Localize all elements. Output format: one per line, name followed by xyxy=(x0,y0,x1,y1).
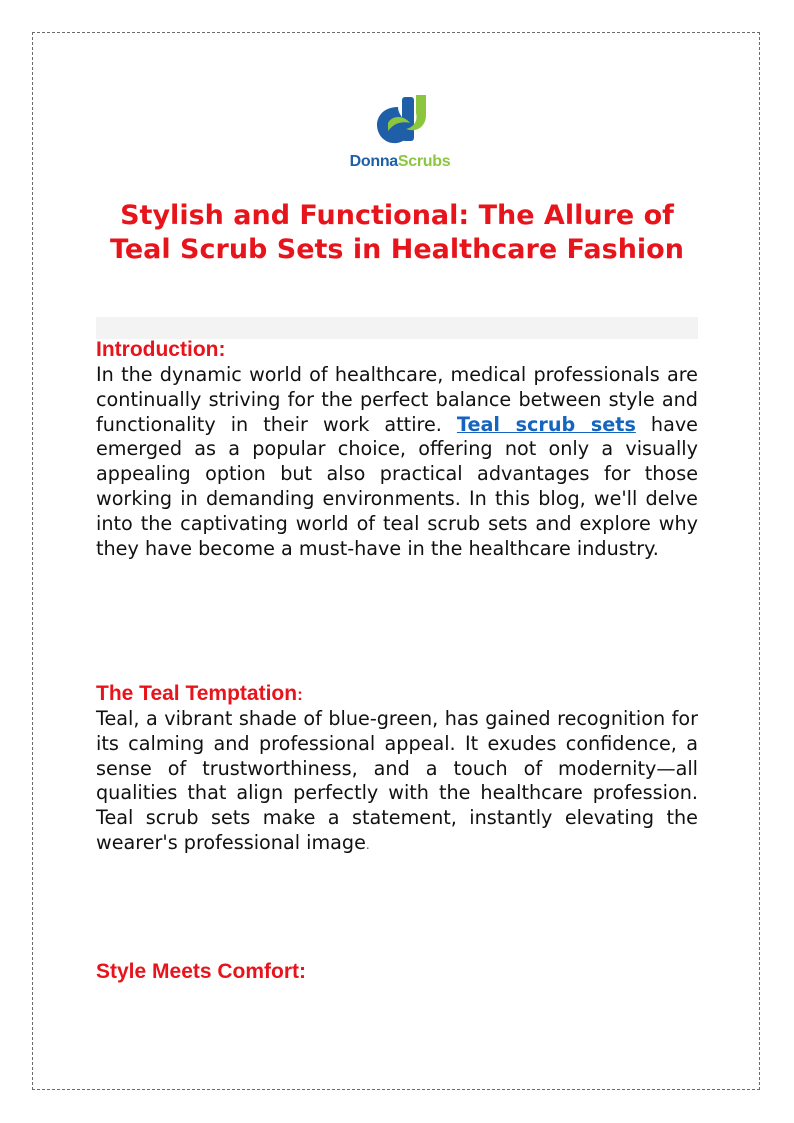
brand-logo xyxy=(340,93,460,177)
logo-wordmark: DonnaScrubs xyxy=(349,153,451,170)
section-heading-teal-temptation: The Teal Temptation: xyxy=(96,682,303,705)
section-paragraph-teal-temptation: Teal, a vibrant shade of blue-green, has gained recognition for its calming and professional appeal. It exudes confidence, a sense of trustworthiness, and a touch of modernity—all qualities that align perfectly with the healthcare profession. Teal scrub sets make a statement, instantly elevating the wearer's professional image. xyxy=(96,707,698,854)
section-heading-introduction: Introduction: xyxy=(96,338,226,361)
teal-scrub-sets-link[interactable]: Teal scrub sets xyxy=(456,412,636,436)
section-heading-style-meets-comfort: Style Meets Comfort: xyxy=(96,960,307,983)
page-title: Stylish and Functional: The Allure of Teal Scrub Sets in Healthcare Fashion xyxy=(110,200,684,265)
section-paragraph-introduction: In the dynamic world of healthcare, medical professionals are continually striving for the perfect balance between style and functionality in their work attire. Teal scrub sets have emerged as a popular choice, offering not only a visually appealing option but also practical advantages for those working in demanding environments. In this blog, we'll delve into the captivating world of teal scrub sets and explore why they have become a must-have in the healthcare industry. xyxy=(96,363,698,560)
divider-bar xyxy=(96,317,698,339)
donnascrubs-logo-icon xyxy=(340,93,460,153)
